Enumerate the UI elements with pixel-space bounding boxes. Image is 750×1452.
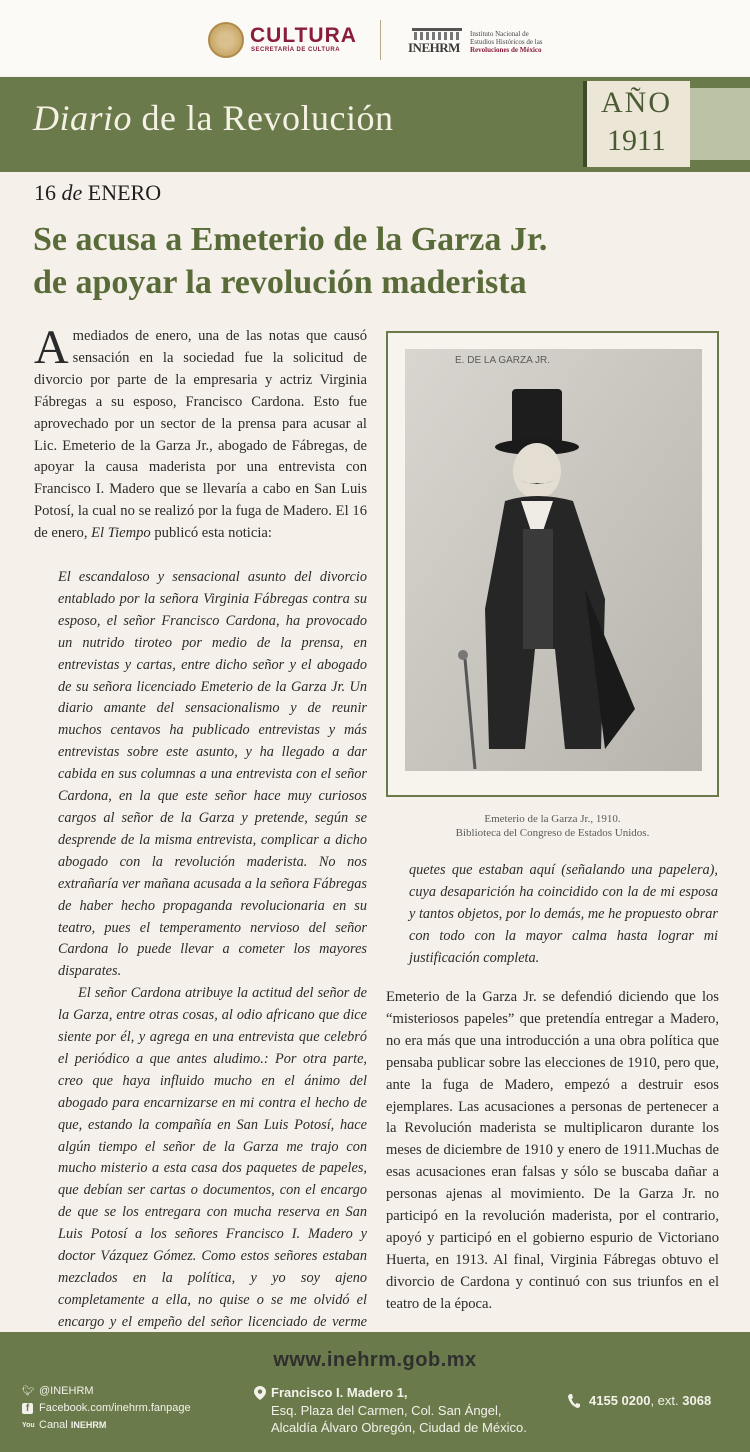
quoted-article-left xyxy=(58,567,367,1356)
address-block: Francisco I. Madero 1, Esq. Plaza del Carmen, Col. San Ángel, Alcaldía Álvaro Obregón, Ciudad de México. xyxy=(271,1385,527,1435)
portrait-illustration xyxy=(405,349,702,771)
portrait-photo xyxy=(405,349,702,771)
phone-icon xyxy=(567,1393,581,1409)
inehrm-full-name: Instituto Nacional de Estudios Históricos de las Revoluciones de México xyxy=(470,30,543,54)
lead-paragraph: Amediados de enero, una de las notas que causó sensación en la sociedad fue la solicitud de divorcio por parte de la empresaria y actriz Virginia Fábregas a su esposo, Francisco Cardona. Esto fue aprovechado por un sector de la prensa para acusar al Lic. Emeterio de la Garza Jr., abogado de Fábregas, de apoyar la causa maderista por una entrevista con Francisco I. Madero que se llevaría a cabo en San Luis Potosí, la cual no se realizó por la fuga de Madero. El 16 de enero, El Tiempo publicó esta noticia: xyxy=(34,321,367,542)
youtube-icon: You xyxy=(22,1422,35,1429)
publication-title: Diario de la Revolución xyxy=(33,98,394,138)
article-headline: Se acusa a Emeterio de la Garza Jr. de apoyar la revolución maderista xyxy=(33,221,548,301)
quote-paragraph: El señor Cardona atribuye la actitud del señor de la Garza, entre otras cosas, al odio africano que dice siente por él, y agrega en una entrevista que celebró el periódico a que antes aludimo.: Por otra parte, creo que haya influido mucho en el ánimo del abogado para encarnizarse en mi contra el hecho de que, estando la compañía en San Luis Potosí, hace algún tiempo el señor de la Garza me trajo con mucho misterio a esta casa dos paquetes de papeles, que debían ser cartas o documentos, con el encargo de que se los entregara con mucha reserva en San Luis Potosí a los señores Francisco I. Madero y doctor Vázquez Gómez. Como estos señores estaban mezclados en la política, y yo soy ajeno completamente a ella, no quise o se me olvidó el encargo y el empeño del señor licenciado de verme xyxy=(58,985,367,1330)
logo-divider xyxy=(380,20,381,60)
photo-caption: Emeterio de la Garza Jr., 1910. Biblioteca del Congreso de Estados Unidos. xyxy=(455,813,650,839)
cultura-seal-logo xyxy=(208,22,244,58)
twitter-icon: 🐦︎ xyxy=(22,1386,35,1397)
facebook-link[interactable]: f Facebook.com/inehrm.fanpage xyxy=(22,1400,191,1417)
drop-cap: A xyxy=(34,321,69,374)
website-link[interactable]: www.inehrm.gob.mx xyxy=(273,1349,477,1371)
closing-paragraph: Emeterio de la Garza Jr. se defendió diciendo que los “misteriosos papeles” que pretendía entregar a Madero, no era más que una introducción a una obra política que pensaba publicar sobre las elecciones de 1910, pero que, ante la fuga de Madero, empezó a destruir esos ejemplares. Las acusaciones a personas de pertenecer a la Revolución maderista se multiplicaron durante los meses de diciembre de 1910 y enero de 1911.Muchas de esas acusaciones eran falsas y sólo se buscaba dañar a personas ajenas al movimiento. De la Garza Jr. no participó en la revolución maderista, por el contrario, apoyó y participó en el gobierno espurio de Victoriano Huerta, en 1913. Al final, Virginia Fábregas obtuvo el divorcio de Cardona y continuó con sus triunfos en el teatro de la época. xyxy=(386,989,719,1312)
photo-inscription: E. DE LA GARZA JR. xyxy=(455,355,551,366)
phone-number[interactable]: 4155 0200, ext. 3068 xyxy=(589,1393,712,1408)
facebook-icon: f xyxy=(22,1403,33,1414)
youtube-link[interactable]: You Canal INEHRM xyxy=(22,1419,107,1431)
social-links xyxy=(22,1383,191,1434)
year-number: 1911 xyxy=(607,124,666,157)
location-pin-icon xyxy=(254,1386,266,1400)
year-label: AÑO xyxy=(601,86,672,119)
year-tab-edge xyxy=(690,88,750,160)
cultura-logo-subtitle: SECRETARÍA DE CULTURA xyxy=(251,47,341,53)
quote-paragraph: El escandaloso y sensacional asunto del divorcio entablado por la señora Virginia Fábregas contra su esposo, el señor Francisco Cardona, ha provocado un nutrido tiroteo por medio de la prensa, en entrevistas y cartas, entre dicho señor y el abogado de su señora licenciado Emeterio de la Garza Jr. Un diario amante del sensacionalismo y de reunir muchos centavos ha publicado entrevistas y más entrevistas sobre este asunto, y ha llegado a dar cabida en sus columnas a una entrevista con el señor Cardona, en la que este señor hace muy curiosos cargos al señor de la Garza y pretende, según se desprende de la misma entrevista, complicar a dicho abogado con la revolución maderista. No nos extrañaría ver mañana acusada a la señora Fábregas de haber hecho propaganda revolucionaria en su teatro, pues el temperamento nervioso del señor Cardona lo puede llevar a cometer los mayores disparates. xyxy=(58,569,367,980)
cultura-logo-text: CULTURA xyxy=(250,24,357,47)
inehrm-logo-text: INEHRM xyxy=(408,40,460,55)
article-date: 16 de ENERO xyxy=(34,180,162,205)
twitter-link[interactable]: 🐦︎ @INEHRM xyxy=(22,1385,94,1397)
quoted-article-right: quetes que estaban aquí (señalando una papelera), cuya desaparición ha coincidido con la de mi esposa y tantos objetos, por lo demás, me he propuesto obrar con todo con la mayor calma hasta lograr mi justificación completa. xyxy=(409,862,718,966)
logo-bar xyxy=(0,0,750,76)
